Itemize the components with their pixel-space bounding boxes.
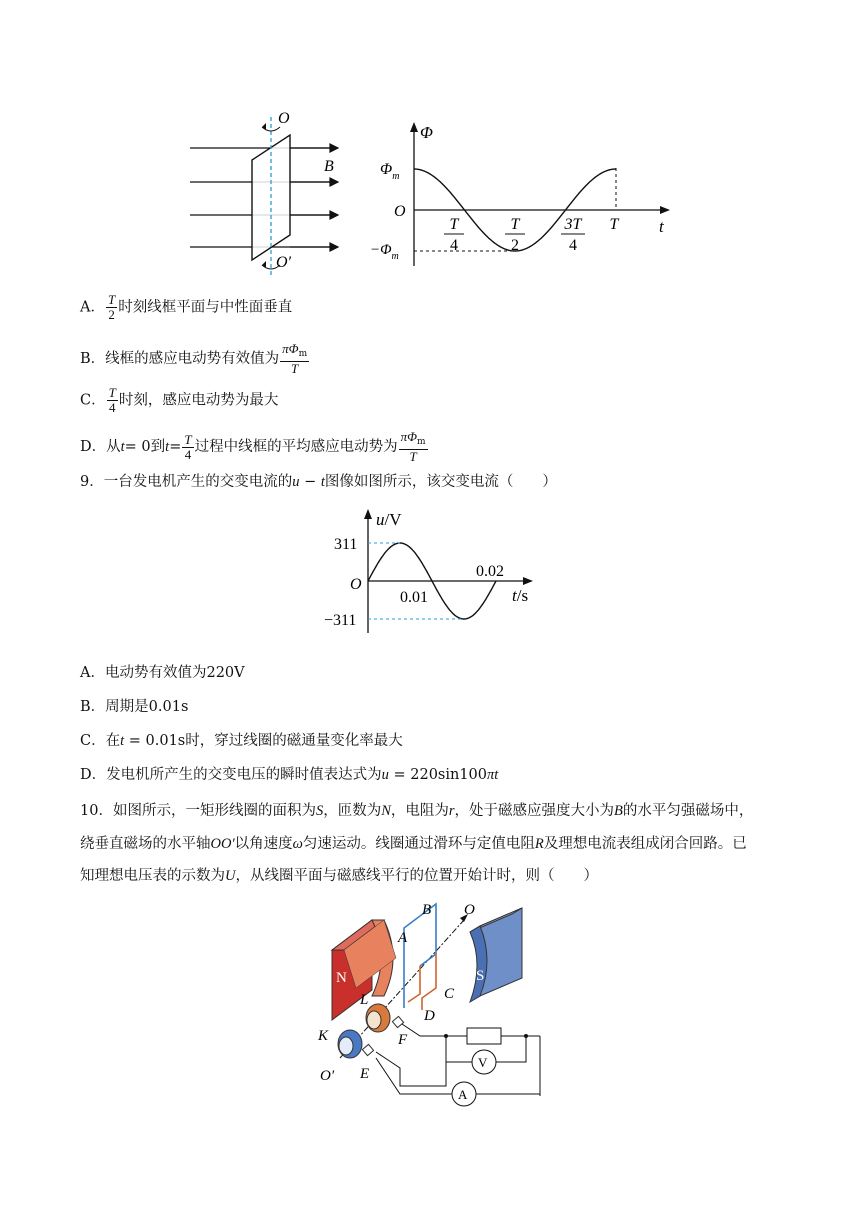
volt-y-unit: /V	[384, 510, 402, 529]
flux-origin-label: O	[394, 203, 406, 220]
tick-t2-den: 2	[511, 237, 519, 254]
flux-y-axis-label: Φ	[420, 123, 433, 142]
q8-option-a[interactable]: A． $\frac{T}{2}$ 时刻线框平面与中性面垂直	[80, 292, 293, 322]
volt-x1: 0.01	[400, 589, 428, 606]
q9-option-a[interactable]: A．电动势有效值为220V	[80, 665, 245, 681]
svg-text:−Φm	[370, 242, 399, 262]
volt-x-var: t	[512, 586, 517, 605]
volt-ymax: 311	[334, 536, 358, 553]
fig1-label-o2: O′	[276, 254, 292, 271]
fig1-label-o: O	[278, 110, 290, 127]
q9-stem: 9．一台发电机产生的交变电流的u − t图像如图所示，该交变电流（ ）	[80, 474, 557, 490]
q8-option-c[interactable]: C． $\frac{T}{4}$ 时刻，感应电动势为最大	[80, 385, 279, 415]
coil-b-label: B	[422, 902, 432, 918]
volt-ymin: −311	[324, 612, 357, 629]
q10-line3: 知理想电压表的示数为U，从线圈平面与磁感线平行的位置开始计时，则（ ）	[80, 868, 598, 884]
axis-o-label: O	[464, 902, 475, 918]
q9-option-b[interactable]: B．周期是0.01s	[80, 699, 189, 715]
ammeter-label: A	[458, 1087, 468, 1102]
q8-option-d[interactable]: D．从t= 0到t= $\frac{T}{4}$ 过程中线框的平均感应电动势为 $\frac{\pi\Phi_m}{T}$	[80, 429, 426, 464]
loop-field-figure	[180, 105, 360, 280]
coil-a-label: A	[398, 930, 408, 946]
volt-origin: O	[350, 576, 362, 593]
fig1-label-b: B	[324, 158, 334, 175]
tick-3t4-den: 4	[569, 237, 577, 254]
brush-f-label: F	[398, 1032, 408, 1048]
svg-text:t/s	[512, 586, 528, 605]
flux-x-axis-label: t	[659, 217, 664, 236]
neg-phi-m-sub: m	[391, 251, 399, 262]
volt-x-unit: /s	[516, 586, 529, 605]
phi-m-label: Φ	[380, 161, 393, 178]
q10-line2: 绕垂直磁场的水平轴OO′以角速度ω匀速运动。线圈通过滑环与定值电阻R及理想电流表组成闭合回路。已	[80, 836, 747, 852]
axis-o2-label: O′	[320, 1068, 335, 1084]
neg-phi-m-label: −Φ	[370, 242, 392, 258]
svg-text:u/V	[376, 510, 402, 529]
svg-text:Φm	[380, 161, 399, 182]
q10-line1: 10．如图所示，一矩形线圈的面积为S，匝数为N，电阻为r，处于磁感应强度大小为B的水平匀强磁场中，	[80, 803, 754, 819]
volt-y-var: u	[376, 510, 385, 529]
ring-l-label: L	[360, 992, 369, 1008]
q9-option-c[interactable]: C．在t = 0.01s时，穿过线圈的磁通量变化率最大	[80, 733, 403, 749]
tick-3t4-num: 3T	[564, 216, 582, 233]
volt-x2: 0.02	[476, 563, 504, 580]
voltage-graph	[320, 505, 540, 640]
tick-t4-den: 4	[450, 237, 458, 254]
q8-option-b[interactable]: B．线框的感应电动势有效值为 $\frac{\pi\Phi_m}{T}$	[80, 341, 308, 376]
magnet-n-label: N	[336, 970, 347, 986]
brush-e-label: E	[360, 1066, 370, 1082]
q9-option-d[interactable]: D．发电机所产生的交变电压的瞬时值表达式为u = 220sin100πt	[80, 767, 499, 783]
voltmeter-label: V	[478, 1055, 488, 1070]
generator-figure	[312, 898, 552, 1108]
ring-k-label: K	[318, 1028, 329, 1044]
coil-c-label: C	[444, 986, 455, 1002]
tick-t-label: T	[609, 216, 619, 233]
coil-d-label: D	[424, 1008, 435, 1024]
tick-t4-num: T	[449, 216, 459, 233]
tick-t2-num: T	[510, 216, 520, 233]
phi-m-sub: m	[392, 171, 400, 182]
magnet-s-label: S	[476, 968, 485, 984]
flux-graph	[370, 118, 680, 278]
